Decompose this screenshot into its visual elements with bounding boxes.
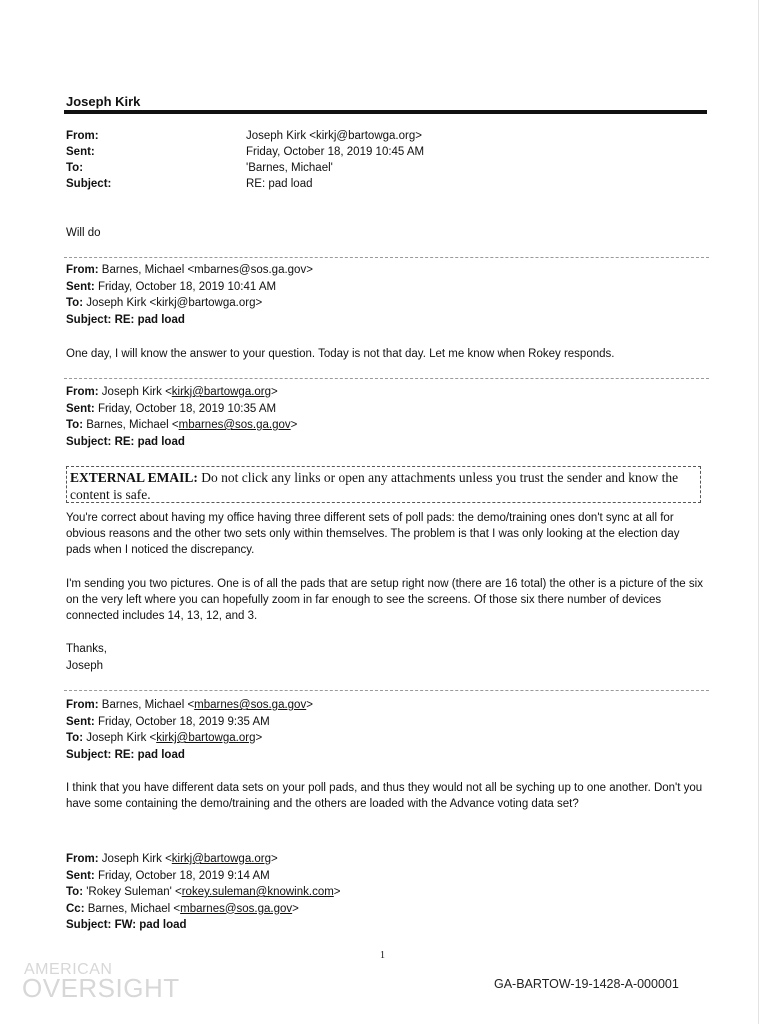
reply-body: Will do <box>66 227 101 239</box>
signoff-name: Joseph <box>66 660 104 672</box>
from-end: > <box>306 699 313 711</box>
from-name: Joseph Kirk < <box>101 853 172 865</box>
page-number: 1 <box>380 950 385 961</box>
subject-label: Subject: <box>66 435 112 448</box>
sent-label: Sent: <box>66 869 95 882</box>
from-label: From: <box>66 699 99 711</box>
message-header-2 <box>66 262 313 328</box>
to-label: To: <box>66 886 84 898</box>
to-email-link[interactable]: mbarnes@sos.ga.gov <box>178 419 291 431</box>
to-email-link[interactable]: kirkj@bartowga.org <box>156 732 256 744</box>
top-header-fields <box>66 128 424 192</box>
cc-end: > <box>292 902 299 915</box>
field-subject <box>66 176 424 192</box>
field-value: Joseph Kirk <kirkj@bartowga.org> <box>246 130 422 142</box>
to-end: > <box>290 419 298 431</box>
to-name: Joseph Kirk < <box>86 732 157 744</box>
heading-rule <box>64 110 707 114</box>
sent-value: Friday, October 18, 2019 9:14 AM <box>97 869 270 882</box>
to-name: Barnes, Michael < <box>86 419 179 431</box>
banner-text: Do not click any links or open any attachments unless you trust the sender and know the content is safe. <box>70 470 679 502</box>
subject-label: Subject: <box>66 919 112 931</box>
to-label: To: <box>66 419 84 431</box>
subject-value: RE: pad load <box>114 435 185 448</box>
bates-number: GA-BARTOW-19-1428-A-000001 <box>494 977 679 991</box>
from-name: Barnes, Michael < <box>101 699 195 711</box>
field-value: 'Barnes, Michael' <box>246 162 333 174</box>
cc-label: Cc: <box>66 902 85 915</box>
to-label: To: <box>66 732 84 744</box>
cc-email-link[interactable]: mbarnes@sos.ga.gov <box>180 902 293 915</box>
from-label: From: <box>66 386 99 398</box>
from-label: From: <box>66 264 99 276</box>
field-value: Friday, October 18, 2019 10:45 AM <box>246 146 425 158</box>
sent-label: Sent: <box>66 715 95 728</box>
to-end: > <box>333 886 341 898</box>
field-label: Sent: <box>66 146 95 158</box>
message-separator <box>64 378 709 379</box>
from-email-link[interactable]: kirkj@bartowga.org <box>171 386 272 398</box>
message-header-3 <box>66 384 297 450</box>
message-separator <box>64 690 709 691</box>
watermark-line-2: OVERSIGHT <box>22 973 180 1003</box>
field-label: Subject: <box>66 178 112 190</box>
from-email-link[interactable]: kirkj@bartowga.org <box>171 853 272 865</box>
signoff-thanks: Thanks, <box>66 643 107 655</box>
banner-label: EXTERNAL EMAIL: <box>70 470 198 485</box>
sent-value: Friday, October 18, 2019 10:35 AM <box>97 402 277 415</box>
from-email-link[interactable]: mbarnes@sos.ga.gov <box>194 699 307 711</box>
field-from <box>66 128 424 144</box>
message-body-2: One day, I will know the answer to your question. Today is not that day. Let me know when Rokey responds. <box>66 348 615 360</box>
field-label: From: <box>66 130 99 142</box>
field-sent <box>66 144 424 160</box>
to-label: To: <box>66 297 84 309</box>
field-to <box>66 160 424 176</box>
external-email-banner <box>66 466 701 503</box>
subject-value: RE: pad load <box>114 313 185 326</box>
from-end: > <box>271 386 278 398</box>
subject-label: Subject: <box>66 748 112 761</box>
message-separator <box>64 257 709 258</box>
field-value: RE: pad load <box>246 178 313 190</box>
from-name: Joseph Kirk < <box>101 386 172 398</box>
subject-value: RE: pad load <box>114 748 185 761</box>
cc-name: Barnes, Michael < <box>87 902 181 915</box>
from-end: > <box>271 853 278 865</box>
sent-label: Sent: <box>66 402 95 415</box>
to-value: Joseph Kirk <kirkj@bartowga.org> <box>86 297 263 309</box>
message-header-5 <box>66 851 341 934</box>
from-label: From: <box>66 853 99 865</box>
sent-value: Friday, October 18, 2019 9:35 AM <box>97 715 270 728</box>
from-value: Barnes, Michael <mbarnes@sos.ga.gov> <box>101 264 313 276</box>
to-email-link[interactable]: rokey.suleman@knowink.com <box>181 886 334 898</box>
subject-value: FW: pad load <box>114 919 187 931</box>
message-body-3-p2: I'm sending you two pictures. One is of all the pads that are setup right now (there are 16 total) the other is a picture of the six on the very left where you can hopefully zoom in far enough to see the screens. Of those six there number of devices connected includes 14, 13, 12, and 3. <box>66 578 703 622</box>
sent-value: Friday, October 18, 2019 10:41 AM <box>97 280 277 293</box>
to-end: > <box>255 732 263 744</box>
message-body-3-p1: You're correct about having my office having three different sets of poll pads: the demo/training ones don't sync at all for obvious reasons and the other two sets only within themselves. The problem is that I was only looking at the election day pads when I noticed the discrepancy. <box>66 512 680 556</box>
page-edge <box>758 0 759 1024</box>
subject-label: Subject: <box>66 313 112 326</box>
field-label: To: <box>66 162 84 174</box>
message-header-4 <box>66 697 313 763</box>
sent-label: Sent: <box>66 280 95 293</box>
message-body-4: I think that you have different data sets on your poll pads, and thus they would not all be syching up to one another. Don't you have some containing the demo/training and the others are loaded with the Advance voting data set? <box>66 782 703 810</box>
watermark-line-1: AMERICAN <box>24 961 113 978</box>
to-name: 'Rokey Suleman' < <box>86 886 182 898</box>
owner-name-heading: Joseph Kirk <box>66 94 141 109</box>
